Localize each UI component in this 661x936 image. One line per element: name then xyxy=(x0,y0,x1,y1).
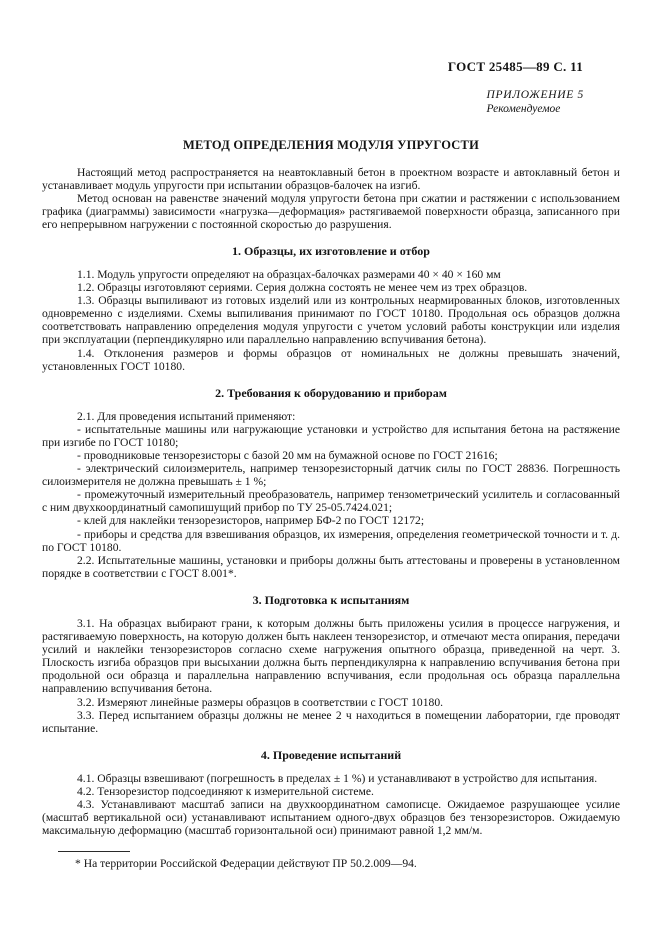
section-paragraphs xyxy=(42,410,620,580)
paragraph: 3.2. Измеряют линейные размеры образцов в соответствии с ГОСТ 10180. xyxy=(77,695,444,709)
paragraph: 4.2. Тензорезистор подсоединяют к измерительной системе. xyxy=(77,784,374,798)
section-heading: 4. Проведение испытаний xyxy=(260,747,402,762)
paragraph: 1.1. Модуль упругости определяют на образцах-балочках размерами 40 × 40 × 160 мм xyxy=(77,267,501,281)
intro-paragraph: Метод основан на равенстве значений модуля упругости бетона при сжатии и растяжении с использованием графика (диаграммы) зависимости «нагрузка—деформация» растягиваемой поверхности образца, записанного при его непрерывном нагружении с постоянной скоростью до разрушения. xyxy=(42,191,620,231)
document-title: МЕТОД ОПРЕДЕЛЕНИЯ МОДУЛЯ УПРУГОСТИ xyxy=(182,137,479,152)
footnote-divider xyxy=(58,851,130,852)
paragraph: - приборы и средства для взвешивания образцов, их измерения, определения геометрической точности и т. д. по ГОСТ 10180. xyxy=(42,527,620,554)
paragraph: - клей для наклейки тензорезисторов, например БФ-2 по ГОСТ 12172; xyxy=(77,514,425,528)
appendix-subtitle: Рекомендуемое xyxy=(486,102,561,115)
section-paragraphs xyxy=(42,772,620,837)
paragraph: 3.1. На образцах выбирают грани, к которым должны быть приложены усилия в процессе нагружения, и растягиваемую поверхность, на которую должен быть наклеен тензорезистор, и отмечают места опирания, передачи усилий и наклейки тензорезисторов согласно схеме нагружения опытного образца, приведенной на черт. 3. Плоскость изгиба образцов при высыхании должна быть перпендикулярна к направлению вспучивания бетона при продольной оси образца и параллельна направлению вспучивания, если продольная ось образца параллельна направлению вспучивания бетона. xyxy=(42,616,620,696)
intro-paragraph: Настоящий метод распространяется на неавтоклавный бетон в проектном возрасте и автоклавный бетон и устанавливает модуль упругости при испытании образцов-балочек на изгиб. xyxy=(42,165,620,192)
paragraph: 3.3. Перед испытанием образцы должны не менее 2 ч находиться в помещении лаборатории, где проводят испытание. xyxy=(42,708,620,735)
section-paragraphs xyxy=(42,268,620,373)
paragraph: 2.1. Для проведения испытаний применяют: xyxy=(77,409,296,423)
section xyxy=(42,245,620,373)
paragraph: 1.4. Отклонения размеров и формы образцов от номинальных не должны превышать значений, установленных ГОСТ 10180. xyxy=(42,346,620,373)
paragraph: - промежуточный измерительный преобразователь, например тензометрический усилитель и согласованный с ним двухкоординатный самопишущий прибор по ТУ 25-05.7424.021; xyxy=(42,488,620,515)
paragraph: - проводниковые тензорезисторы с базой 20 мм на бумажной основе по ГОСТ 21616; xyxy=(77,449,498,462)
section-heading: 1. Образцы, их изготовление и отбор xyxy=(232,243,430,258)
paragraph: 4.3. Устанавливают масштаб записи на двухкоординатном самописце. Ожидаемое разрушающее усилие (масштаб вертикальной оси) устанавливают испытанием одного-двух образцов без тензорезисторов. Ожидаемую максимальную деформацию (масштаб горизонтальной оси) принимают равной 1,2 мм/м. xyxy=(42,797,620,838)
appendix-block xyxy=(42,89,620,117)
paragraph: 2.2. Испытательные машины, установки и приборы должны быть аттестованы и проверены в установленном порядке в соответствии с ГОСТ 8.001*. xyxy=(42,553,620,580)
section xyxy=(42,387,620,580)
paragraph: 1.3. Образцы выпиливают из готовых изделий или из контрольных неармированных блоков, изготовленных одновременно с изделиями. Схемы выпиливания принимают по ГОСТ 10180. Продольная ось образцов должна соответствовать направлению определения модуля упругости с учетом условий работы конструкции или изделия при эксплуатации (перпендикулярно или параллельно направлению вспучивания бетона). xyxy=(42,294,620,347)
footnote-text: * На территории Российской Федерации действуют ПР 50.2.009—94. xyxy=(75,857,417,871)
section-heading: 3. Подготовка к испытаниям xyxy=(252,592,410,607)
sections xyxy=(42,245,620,837)
paragraph: 1.2. Образцы изготовляют сериями. Серия должна состоять не менее чем из трех образцов. xyxy=(77,281,528,295)
appendix-label: ПРИЛОЖЕНИЕ 5 xyxy=(486,89,584,101)
paragraph: - испытательные машины или нагружающие установки и устройство для испытания бетона на растяжение при изгибе по ГОСТ 10180; xyxy=(42,422,620,449)
gost-number-header: ГОСТ 25485—89 С. 11 xyxy=(447,59,583,74)
section-heading: 2. Требования к оборудованию и приборам xyxy=(215,385,447,400)
appendix-inner xyxy=(486,89,584,116)
section xyxy=(42,594,620,735)
section-paragraphs xyxy=(42,617,620,735)
section xyxy=(42,749,620,837)
footnote-block xyxy=(42,851,620,870)
paragraph: 4.1. Образцы взвешивают (погрешность в пределах ± 1 %) и устанавливают в устройство для испытания. xyxy=(77,771,598,785)
paragraph: - электрический силоизмеритель, например тензорезисторный датчик силы по ГОСТ 28836. Погрешность силоизмерителя не должна превышать ± 1 %; xyxy=(42,462,620,489)
intro-block xyxy=(42,166,620,231)
